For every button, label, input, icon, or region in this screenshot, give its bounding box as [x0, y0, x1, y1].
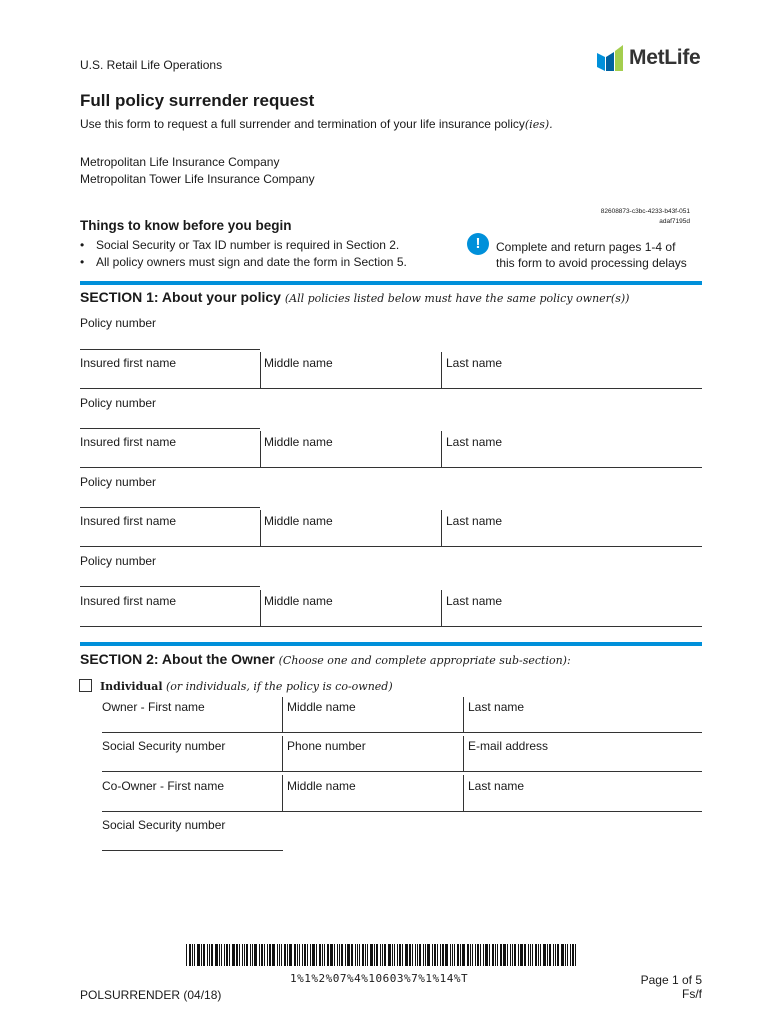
- barcode-bar: [425, 944, 426, 966]
- insured-name-input-row[interactable]: [80, 467, 702, 468]
- barcode-bar: [347, 944, 350, 966]
- barcode-bar: [307, 944, 308, 966]
- barcode-bar: [281, 944, 282, 966]
- barcode-bar: [382, 944, 383, 966]
- barcode-bar: [437, 944, 438, 966]
- barcode-bar: [480, 944, 481, 966]
- barcode-bar: [319, 944, 321, 966]
- policy-number-label: Policy number: [80, 475, 157, 489]
- owner-last-name-label: Last name: [468, 700, 525, 714]
- barcode-bar: [452, 944, 453, 966]
- barcode-bar: [310, 944, 311, 966]
- barcode-bar: [380, 944, 381, 966]
- barcode-bar: [454, 944, 455, 966]
- barcode-bar: [572, 944, 574, 966]
- barcode-bar: [186, 944, 187, 966]
- barcode-bar: [244, 944, 245, 966]
- section2-divider: [80, 642, 702, 646]
- barcode-bar: [553, 944, 554, 966]
- barcode-bar: [287, 944, 288, 966]
- field-divider: [463, 736, 464, 772]
- middle-name-label: Middle name: [264, 435, 333, 449]
- individual-checkbox[interactable]: [79, 679, 92, 692]
- alert-text: Complete and return pages 1-4 of this form to avoid processing delays: [496, 240, 687, 270]
- barcode-bar: [207, 944, 208, 966]
- coowner-middle-name-label: Middle name: [287, 779, 356, 793]
- individual-label: Individual (or individuals, if the policy is co-owned): [100, 680, 393, 693]
- barcode-bar: [388, 944, 391, 966]
- insured-first-name-label: Insured first name: [80, 514, 177, 528]
- owner-middle-name-label: Middle name: [287, 700, 356, 714]
- barcode-bar: [427, 944, 430, 966]
- barcode-bar: [384, 944, 386, 966]
- barcode-bar: [345, 944, 346, 966]
- barcode-bar: [236, 944, 238, 966]
- barcode-bar: [489, 944, 490, 966]
- insured-name-input-row[interactable]: [80, 546, 702, 547]
- barcode-bar: [254, 944, 257, 966]
- barcode-bar: [299, 944, 300, 966]
- owner-phone-label: Phone number: [287, 739, 366, 753]
- barcode-bar: [374, 944, 375, 966]
- insured-name-input-row[interactable]: [80, 626, 702, 627]
- barcode-bar: [507, 944, 508, 966]
- barcode-bar: [555, 944, 556, 966]
- barcode-bar: [409, 944, 411, 966]
- policy-number-input[interactable]: [80, 349, 260, 350]
- barcode-bar: [330, 944, 333, 966]
- barcode-bar: [337, 944, 338, 966]
- barcode-bar: [492, 944, 494, 966]
- middle-name-label: Middle name: [264, 356, 333, 370]
- insured-name-input-row[interactable]: [80, 388, 702, 389]
- barcode-bar: [284, 944, 286, 966]
- barcode-bar: [267, 944, 268, 966]
- last-name-label: Last name: [446, 514, 503, 528]
- department-label: U.S. Retail Life Operations: [80, 58, 223, 72]
- barcode-bar: [392, 944, 393, 966]
- barcode-bar: [221, 944, 222, 966]
- barcode-bar: [339, 944, 340, 966]
- field-divider: [282, 697, 283, 733]
- barcode-bar: [277, 944, 278, 966]
- field-divider: [441, 431, 442, 467]
- barcode-bar: [543, 944, 546, 966]
- insured-first-name-label: Insured first name: [80, 594, 177, 608]
- policy-number-input[interactable]: [80, 428, 260, 429]
- barcode-bar: [209, 944, 210, 966]
- field-divider: [260, 352, 261, 388]
- barcode-bar: [419, 944, 421, 966]
- barcode-bar: [440, 944, 441, 966]
- barcode-bar: [497, 944, 498, 966]
- form-code: POLSURRENDER (04/18): [80, 988, 222, 1002]
- field-divider: [441, 352, 442, 388]
- barcode-bar: [355, 944, 356, 966]
- field-divider: [282, 775, 283, 811]
- field-divider: [463, 697, 464, 733]
- barcode-bar: [394, 944, 395, 966]
- barcode-bar: [457, 944, 459, 966]
- barcode-bar: [514, 944, 516, 966]
- barcode-bar: [423, 944, 424, 966]
- last-name-label: Last name: [446, 435, 503, 449]
- barcode-bar: [412, 944, 413, 966]
- barcode-bar: [211, 944, 213, 966]
- barcode-bar: [304, 944, 306, 966]
- barcode-bar: [279, 944, 280, 966]
- policy-number-label: Policy number: [80, 396, 157, 410]
- barcode-bar: [540, 944, 541, 966]
- barcode-bar: [215, 944, 218, 966]
- insured-first-name-label: Insured first name: [80, 356, 177, 370]
- policy-number-input[interactable]: [80, 586, 260, 587]
- barcode-bar: [402, 944, 403, 966]
- barcode-bar: [432, 944, 433, 966]
- barcode-bar: [376, 944, 378, 966]
- brand-name: MetLife: [629, 46, 701, 69]
- barcode-bar: [549, 944, 551, 966]
- owner-first-name-label: Owner - First name: [102, 700, 205, 714]
- coowner-ssn-label: Social Security number: [102, 818, 226, 832]
- metlife-logo-icon: [597, 45, 623, 71]
- barcode-bar: [557, 944, 559, 966]
- barcode-bar: [535, 944, 537, 966]
- last-name-label: Last name: [446, 594, 503, 608]
- field-divider: [441, 510, 442, 546]
- policy-number-label: Policy number: [80, 554, 157, 568]
- barcode-bar: [475, 944, 476, 966]
- metlife-logo: [597, 44, 700, 72]
- barcode-text: 1%1%2%07%4%10603%7%1%14%T: [290, 972, 469, 985]
- owner-contact-input-row[interactable]: [102, 771, 702, 772]
- middle-name-label: Middle name: [264, 514, 333, 528]
- barcode-bar: [229, 944, 230, 966]
- barcode-bar: [359, 944, 360, 966]
- owner-ssn-label: Social Security number: [102, 739, 226, 753]
- last-name-label: Last name: [446, 356, 503, 370]
- field-divider: [260, 590, 261, 626]
- barcode-bar: [324, 944, 325, 966]
- bullet-item: • Social Security or Tax ID number is required in Section 2.: [80, 238, 400, 252]
- barcode-bar: [246, 944, 248, 966]
- barcode-bar: [224, 944, 225, 966]
- bullet-item: • All policy owners must sign and date the form in Section 5.: [80, 255, 407, 269]
- middle-name-label: Middle name: [264, 594, 333, 608]
- barcode-bar: [264, 944, 265, 966]
- barcode-bar: [500, 944, 502, 966]
- barcode-bar: [302, 944, 303, 966]
- barcode-bar: [226, 944, 228, 966]
- barcode-bar: [219, 944, 220, 966]
- barcode-bar: [524, 944, 526, 966]
- barcode-bar: [547, 944, 548, 966]
- company-name-2: Metropolitan Tower Life Insurance Company: [80, 172, 315, 186]
- barcode-bar: [327, 944, 329, 966]
- barcode-bar: [297, 944, 298, 966]
- field-divider: [441, 590, 442, 626]
- barcode-bar: [450, 944, 451, 966]
- barcode-bar: [467, 944, 469, 966]
- barcode-bar: [470, 944, 471, 966]
- barcode-bar: [252, 944, 253, 966]
- barcode-bar: [575, 944, 576, 966]
- company-name-1: Metropolitan Life Insurance Company: [80, 155, 280, 169]
- barcode-bar: [518, 944, 519, 966]
- barcode-bar: [415, 944, 416, 966]
- coowner-name-input-row[interactable]: [102, 811, 702, 812]
- barcode-bar: [367, 944, 368, 966]
- barcode-bar: [370, 944, 373, 966]
- things-to-know-title: Things to know before you begin: [80, 218, 292, 233]
- section2-title: SECTION 2: About the Owner (Choose one and complete appropriate sub-section):: [80, 651, 571, 667]
- barcode-bar: [520, 944, 523, 966]
- barcode-bar: [397, 944, 398, 966]
- coowner-ssn-input[interactable]: [102, 850, 283, 851]
- barcode-bar: [532, 944, 533, 966]
- barcode-bar: [250, 944, 251, 966]
- barcode-bar: [194, 944, 195, 966]
- barcode-bar: [483, 944, 484, 966]
- barcode-bar: [322, 944, 323, 966]
- barcode-bar: [405, 944, 408, 966]
- barcode-bar: [365, 944, 366, 966]
- barcode-bar: [442, 944, 444, 966]
- policy-number-input[interactable]: [80, 507, 260, 508]
- barcode-bar: [351, 944, 353, 966]
- barcode-bar: [561, 944, 564, 966]
- barcode-bar: [445, 944, 448, 966]
- field-divider: [260, 510, 261, 546]
- barcode-bar: [272, 944, 275, 966]
- barcode-bar: [477, 944, 479, 966]
- barcode-bar: [201, 944, 202, 966]
- barcode-bar: [334, 944, 335, 966]
- barcode-bar: [472, 944, 473, 966]
- policy-number-label: Policy number: [80, 316, 157, 330]
- document-id: 82608873-c3bc-4233-b43f-051adaf7195d: [600, 208, 690, 225]
- barcode-bar: [510, 944, 511, 966]
- barcode-bar: [242, 944, 243, 966]
- barcode-bar: [259, 944, 260, 966]
- barcode-bar: [357, 944, 358, 966]
- coowner-first-name-label: Co-Owner - First name: [102, 779, 225, 793]
- barcode-bar: [289, 944, 292, 966]
- barcode-bar: [192, 944, 193, 966]
- barcode-bar: [341, 944, 343, 966]
- barcode-bar: [503, 944, 506, 966]
- section1-divider: [80, 281, 702, 285]
- barcode-bar: [239, 944, 240, 966]
- barcode-bar: [530, 944, 531, 966]
- insured-first-name-label: Insured first name: [80, 435, 177, 449]
- barcode-bar: [232, 944, 235, 966]
- barcode-bar: [460, 944, 461, 966]
- barcode-bar: [462, 944, 465, 966]
- barcode-bar: [261, 944, 263, 966]
- owner-name-input-row[interactable]: [102, 732, 702, 733]
- barcode-bar: [565, 944, 566, 966]
- owner-email-label: E-mail address: [468, 739, 549, 753]
- barcode-bar: [294, 944, 296, 966]
- page-info: Page 1 of 5 Fs/f: [640, 973, 702, 1001]
- barcode-bar: [567, 944, 568, 966]
- field-divider: [463, 775, 464, 811]
- barcode-bar: [417, 944, 418, 966]
- alert-icon: !: [467, 233, 489, 255]
- barcode-bar: [538, 944, 539, 966]
- barcode-bar: [570, 944, 571, 966]
- field-divider: [282, 736, 283, 772]
- field-divider: [260, 431, 261, 467]
- barcode: [186, 944, 584, 966]
- section1-title: SECTION 1: About your policy (All policies listed below must have the same policy owner(s)): [80, 289, 630, 305]
- barcode-bar: [197, 944, 200, 966]
- barcode-bar: [485, 944, 488, 966]
- barcode-bar: [434, 944, 436, 966]
- barcode-bar: [362, 944, 364, 966]
- barcode-bar: [495, 944, 496, 966]
- barcode-bar: [189, 944, 191, 966]
- intro-text: Use this form to request a full surrender and termination of your life insurance policy(ies).: [80, 117, 553, 131]
- barcode-bar: [312, 944, 315, 966]
- barcode-bar: [528, 944, 529, 966]
- barcode-bar: [512, 944, 513, 966]
- page-title: Full policy surrender request: [80, 91, 315, 110]
- barcode-bar: [399, 944, 401, 966]
- barcode-bar: [203, 944, 205, 966]
- barcode-bar: [269, 944, 271, 966]
- barcode-bar: [316, 944, 317, 966]
- coowner-last-name-label: Last name: [468, 779, 525, 793]
